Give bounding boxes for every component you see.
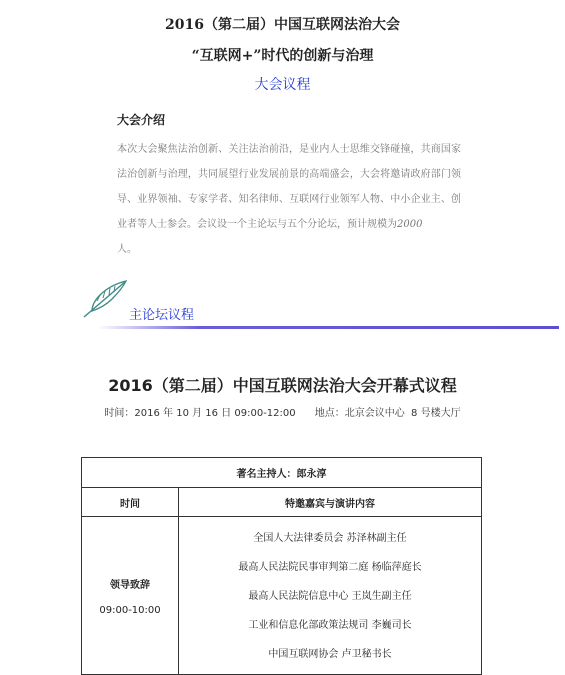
agenda-table	[81, 457, 482, 675]
agenda-heading: 大会议程	[254, 77, 311, 93]
table-header-row	[82, 488, 482, 517]
ceremony-title: 2016（第二届）中国互联网法治大会开幕式议程	[108, 376, 457, 395]
table-row	[82, 517, 482, 675]
host-row	[82, 458, 482, 488]
intro-body-text: 本次大会聚焦法治创新、关注法治前沿，是业内人士思维交锋碰撞，共商国家法治创新与治理，共同展望行业发展前景的高端盛会，大会将邀请政府部门领导、业界领袖、专家学者、知名律师、互联网行业领军人物、中小企业主、创业者等人士参会。会议设一个主论坛与五个分论坛，预计规模为	[117, 144, 461, 230]
list-item: 最高人民法院信息中心 王岚生副主任	[248, 591, 412, 602]
session-label: 领导致辞	[110, 579, 150, 591]
intro-number: 2000	[397, 219, 423, 230]
page-header-subtitle: “互联网+”时代的创新与治理	[191, 48, 374, 64]
list-item: 中国互联网协会 卢卫秘书长	[268, 649, 392, 660]
column-header-time: 时间	[82, 488, 179, 517]
session-time: 09:00-10:00	[99, 604, 161, 616]
intro-tail: 人。	[117, 244, 137, 255]
intro-heading: 大会介绍	[117, 113, 166, 127]
host-cell: 著名主持人：郎永淳	[82, 458, 482, 488]
page-header-title: 2016（第二届）中国互联网法治大会	[165, 17, 400, 33]
list-item: 最高人民法院民事审判第二庭 杨临萍庭长	[238, 562, 422, 573]
intro-body	[117, 137, 461, 262]
section-divider	[97, 326, 559, 329]
section-title: 主论坛议程	[129, 308, 195, 323]
time-location: 时间：2016 年 10 月 16 日 09:00-12:00 地点：北京会议中心 8 号楼大厅	[104, 408, 461, 419]
quill-icon	[80, 277, 132, 319]
list-item: 全国人大法律委员会 苏泽林副主任	[253, 533, 407, 544]
column-header-content: 特邀嘉宾与演讲内容	[179, 488, 482, 517]
speaker-list	[179, 517, 482, 675]
list-item: 工业和信息化部政策法规司 李巍司长	[248, 620, 412, 631]
session-time-cell	[82, 517, 179, 675]
